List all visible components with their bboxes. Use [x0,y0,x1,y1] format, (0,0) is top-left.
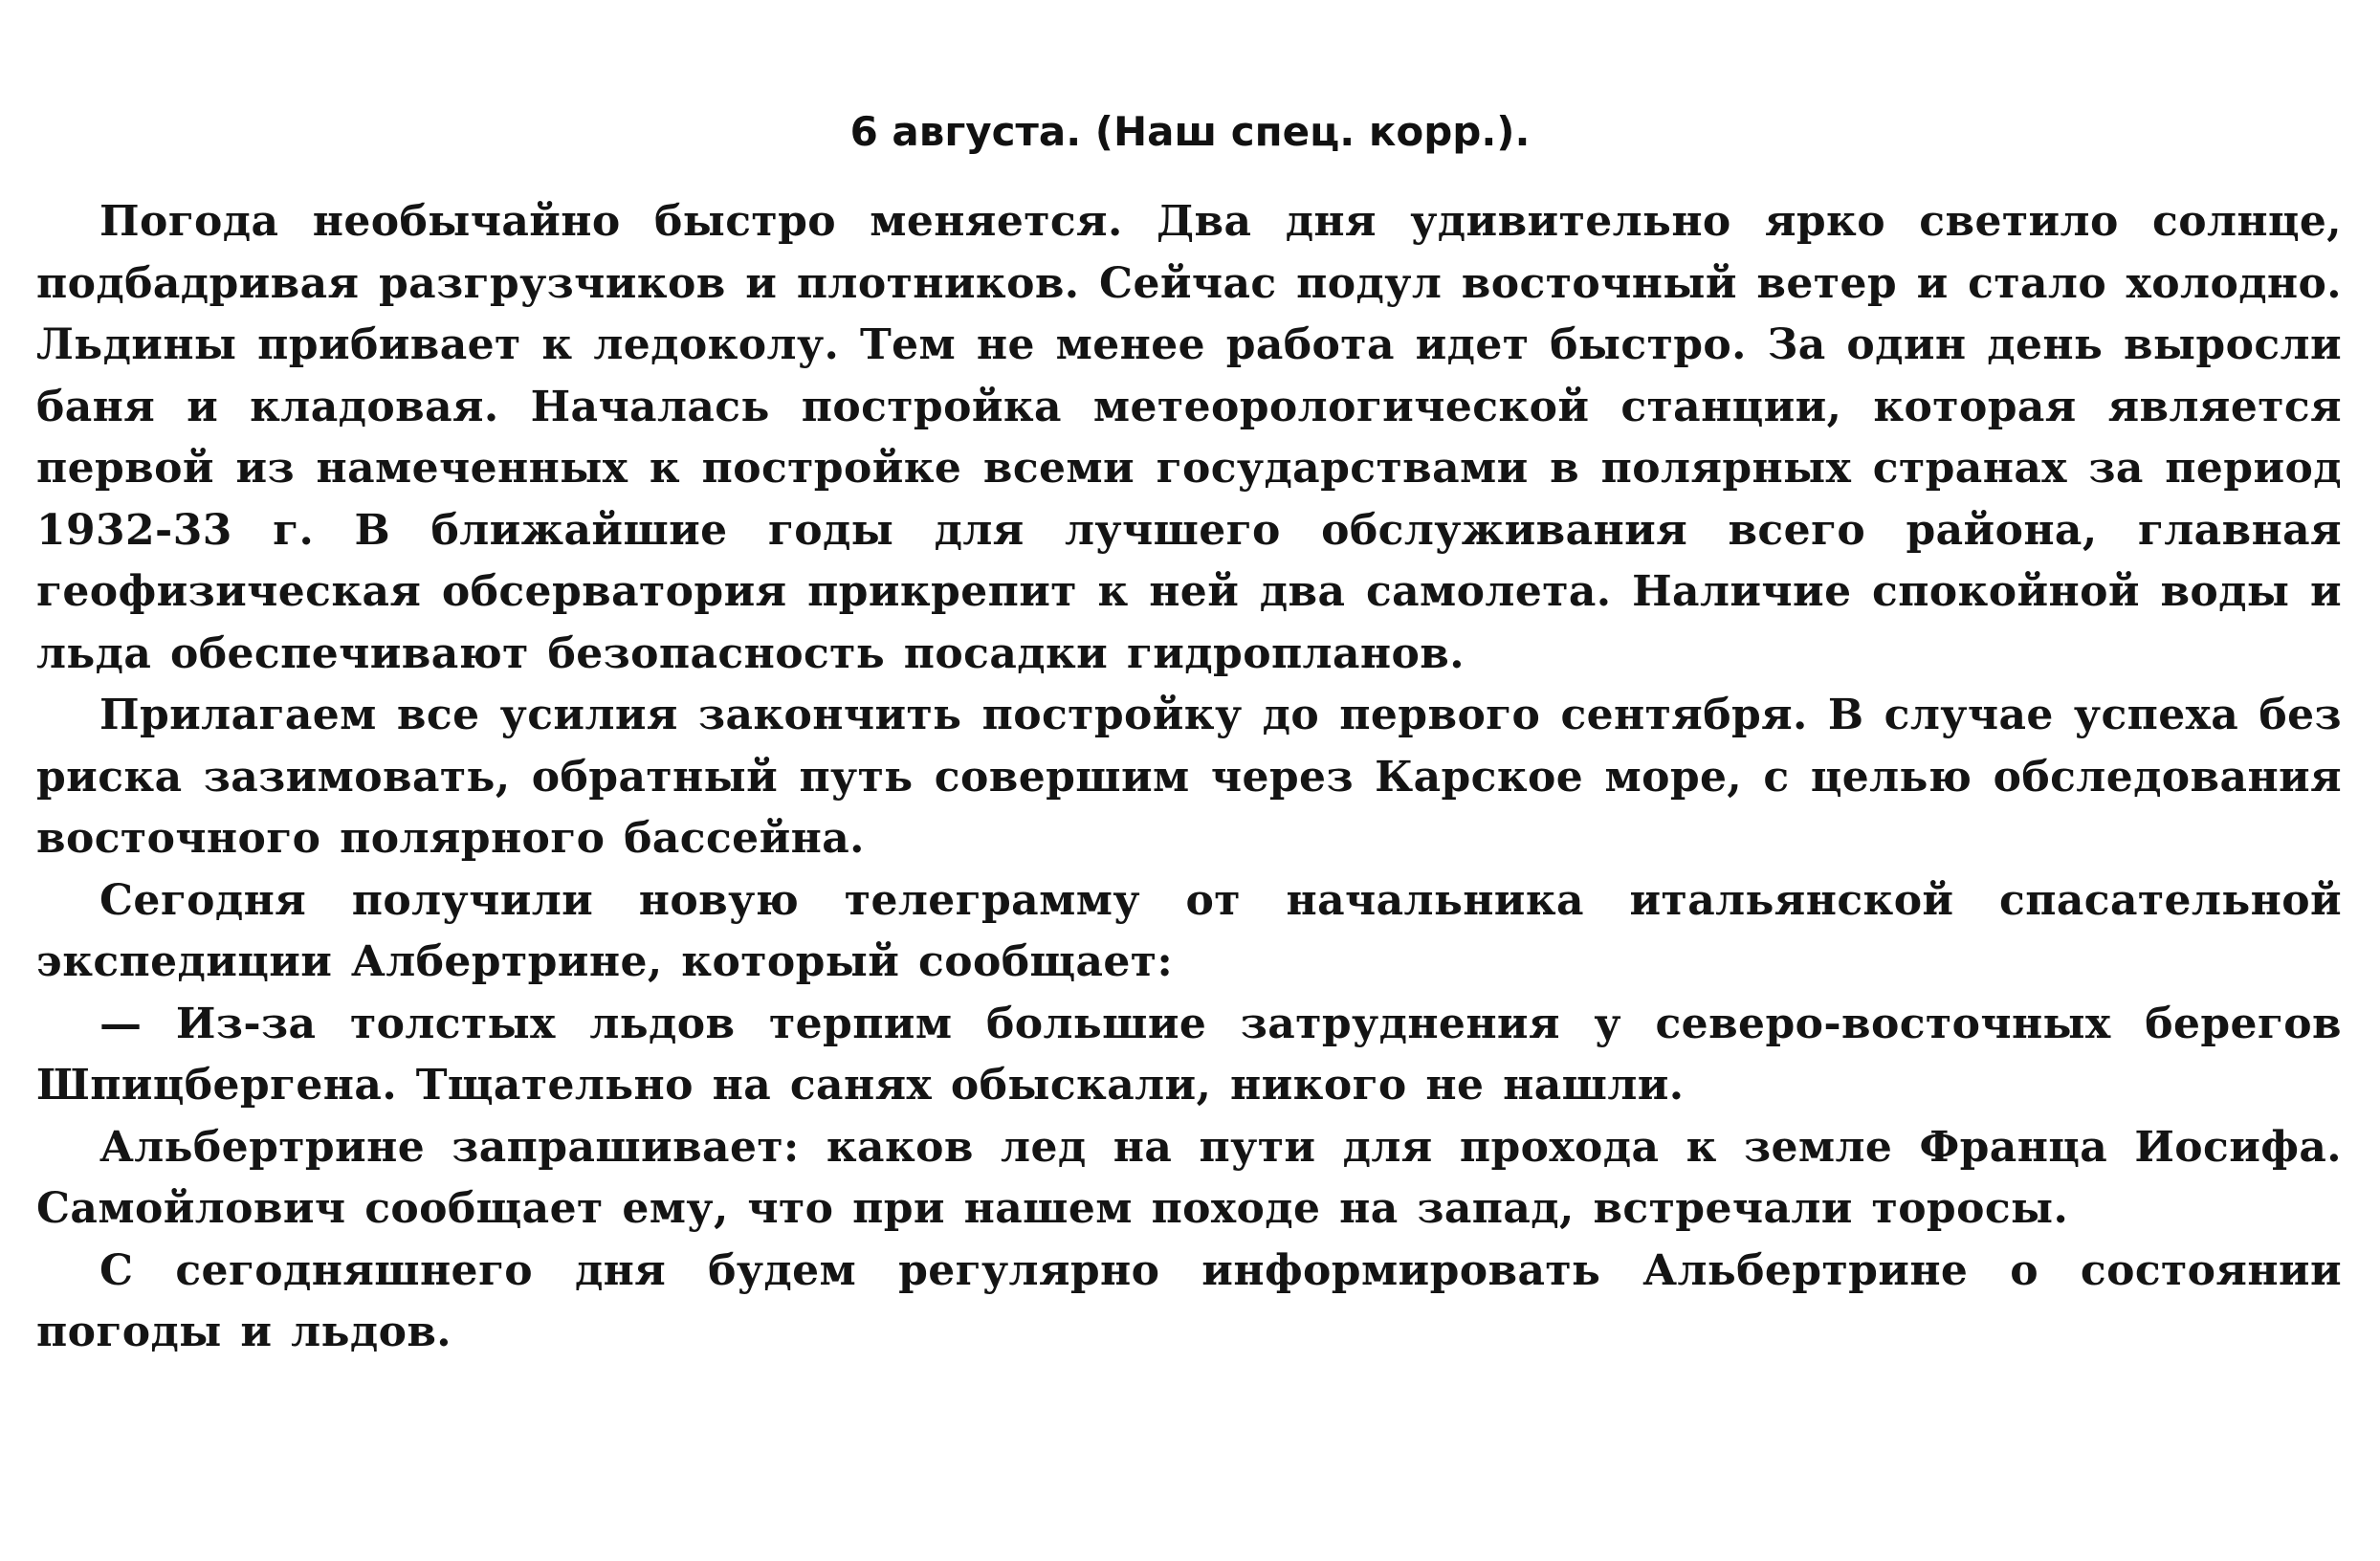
paragraph-albertrine-request: Альбертрине запрашивает: каков лед на пути для прохода к земле Франца Иосифа. Самойлович сообщает ему, что при нашем походе на запад, встречали торосы. [36,1122,2342,1233]
paragraph-weather-construction: Погода необычайно быстро меняется. Два дня удивительно ярко светило солнце, подбадривая разгрузчиков и плотников. Сейчас подул восточный ветер и стало холодно. Льдины прибивает к ледоколу. Тем не менее работа идет быстро. За один день выросли баня и кладовая. Началась постройка метеорологической станции, которая является первой из намеченных к постройке всеми государствами в полярных странах за период 1932-33 г. В ближайшие годы для лучшего обслуживания всего района, главная геофизическая обсерватория прикрепит к ней два самолета. Наличие спокойной воды и льда обеспечивают безопасность посадки гидропланов. [36,197,2342,678]
paragraph-regular-info: С сегодняшнего дня будем регулярно информировать Альбертрине о состоянии погоды и льдов. [36,1245,2342,1356]
article-body [36,191,2342,1364]
paragraph-quote: — Из-за толстых льдов терпим большие затруднения у северо-восточных берегов Шпицбергена. Тщательно на санях обыскали, никого не нашли. [36,999,2342,1110]
paragraph-return-route: Прилагаем все усилия закончить постройку до первого сентября. В случае успеха без риска зазимовать, обратный путь совершим через Карское море, с целью обследования восточного полярного бассейна. [36,691,2342,863]
dateline-heading: 6 августа. (Наш спец. корр.). [849,108,1531,155]
paragraph-telegram: Сегодня получили новую телеграмму от начальника итальянской спасательной экспедиции Албертрине, который сообщает: [36,875,2342,986]
